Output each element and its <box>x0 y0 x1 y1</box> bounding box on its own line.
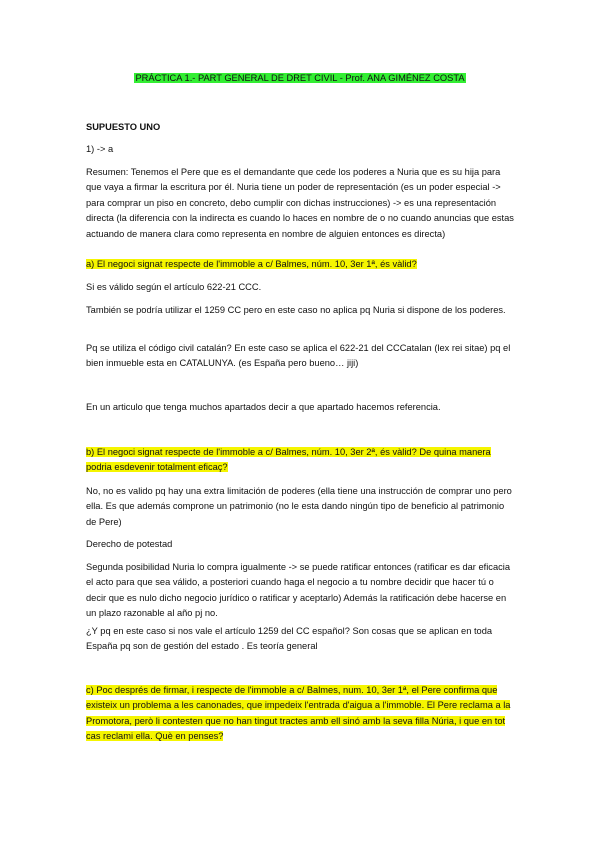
document-title <box>0 72 600 85</box>
question-b <box>86 445 516 476</box>
answer-a-paragraph-4: En un articulo que tenga muchos apartados decir a que apartado hacemos referencia. <box>86 402 441 412</box>
summary-paragraph: Resumen: Tenemos el Pere que es el demandante que cede los poderes a Nuria que es su hija para que vaya a firmar la escritura por él. Nuria tiene un poder de representación (es un poder especial -> para comprar un piso en concreto, debo cumplir con dichas instrucciones) -> es una representación directa (la diferencia con la indirecta es cuando lo haces en nombre de o no cuando anuncias que estas actuando de manera clara como representa en nombre de alguien entonces es directa) <box>86 167 514 239</box>
question-c-text: c) Poc després de firmar, i respecte de l'immoble a c/ Balmes, num. 10, 3er 1ª, el Pere confirma que existeix un problema a les canonades, que impedeix l'entrada d'aigua a l'immoble. El Pere reclama a la Promotora, però li contesten que no han tingut tractes amb ell sinó amb la seva filla Núria, i que en tot cas reclami ella. Què en penses? <box>86 685 511 742</box>
question-c <box>86 683 516 745</box>
answer-b-paragraph-2: Derecho de potestad <box>86 539 173 549</box>
answer-b-paragraph-3: Segunda posibilidad Nuria lo compra igualmente -> se puede ratificar entonces (ratificar es dar eficacia el acto para que sea válido, a posteriori cuando haga el negocio a tu nombre decidir que hacer tú o decir que es nulo dicho negocio jurídico o ratificar y aceptarlo) Además la ratificación debe hacerse en un plazo razonable al año pj no. <box>86 562 511 619</box>
question-b-text: b) El negoci signat respecte de l'immoble a c/ Balmes, núm. 10, 3er 2ª, és vàlid? De quina manera podria esdevenir totalment eficaç? <box>86 447 491 473</box>
document-title-text: PRÁCTICA 1.- PART GENERAL DE DRET CIVIL - Prof. ANA GIMÉNEZ COSTA <box>135 73 465 83</box>
answer-a-paragraph-1: Si es válido según el artículo 622-21 CCC. <box>86 282 262 292</box>
answer-b-paragraph-4: ¿Y pq en este caso si nos vale el artículo 1259 del CC español? Son cosas que se aplican en toda España pq son de gestión del estado . Es teoría general <box>86 626 493 652</box>
question-a <box>86 257 516 272</box>
answer-b-paragraph-1: No, no es valido pq hay una extra limitación de poderes (ella tiene una instrucción de comprar uno pero ella. Es que además comprone un patrimonio (no le esta dando ningún tipo de beneficio al patrimonio de Pere) <box>86 486 512 527</box>
answer-a-paragraph-3: Pq se utiliza el código civil catalán? En este caso se aplica el 622-21 del CCCatalan (lex rei sitae) pq el bien inmueble esta en CATALUNYA. (es España pero bueno… jiji) <box>86 343 511 369</box>
answer-a-paragraph-2: También se podría utilizar el 1259 CC pero en este caso no aplica pq Nuria si dispone de los poderes. <box>86 305 506 315</box>
question-a-text: a) El negoci signat respecte de l'immoble a c/ Balmes, núm. 10, 3er 1ª, és vàlid? <box>86 259 417 269</box>
section-heading: SUPUESTO UNO <box>86 122 161 132</box>
answer-line: 1) -> a <box>86 144 114 154</box>
